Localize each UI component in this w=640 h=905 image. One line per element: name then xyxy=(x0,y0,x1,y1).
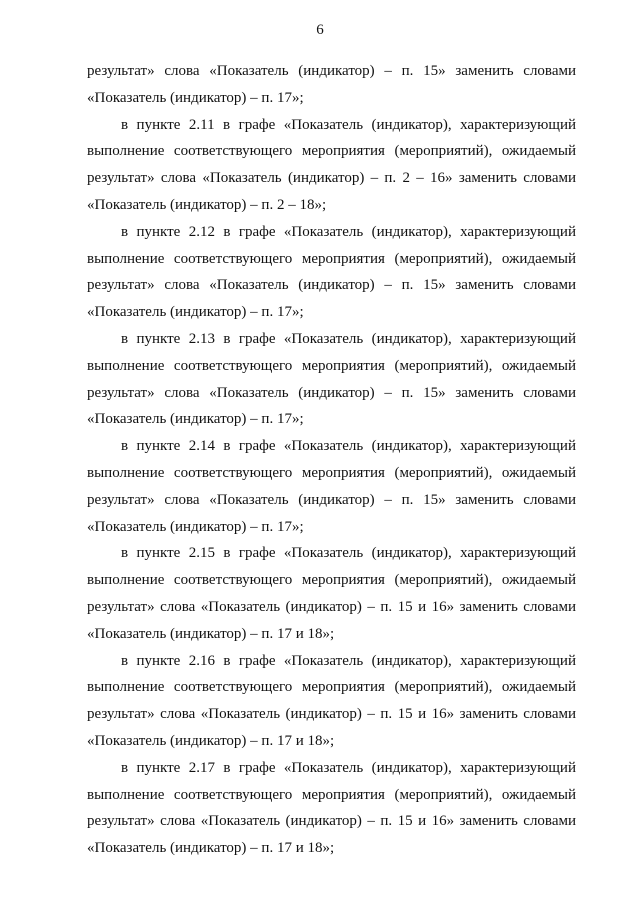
text-line: в пункте 2.15 в графе «Показатель (индикатор), характеризующий xyxy=(121,545,576,562)
paragraph xyxy=(87,326,576,433)
text-line: выполнение соответствующего мероприятия (мероприятий), ожидаемый xyxy=(87,143,576,160)
text-line: в пункте 2.16 в графе «Показатель (индикатор), характеризующий xyxy=(121,652,576,669)
text-line: «Показатель (индикатор) – п. 2 – 18»; xyxy=(87,196,327,213)
paragraph xyxy=(87,540,576,647)
paragraph xyxy=(87,58,576,112)
document-body xyxy=(87,58,576,862)
text-line: результат» слова «Показатель (индикатор) – п. 15» заменить словами xyxy=(87,491,576,508)
text-line: «Показатель (индикатор) – п. 17»; xyxy=(87,304,304,321)
text-line: в пункте 2.11 в графе «Показатель (индикатор), характеризующий xyxy=(121,116,576,133)
paragraph xyxy=(87,433,576,540)
text-line: результат» слова «Показатель (индикатор) – п. 15 и 16» заменить словами xyxy=(87,706,576,723)
text-line: «Показатель (индикатор) – п. 17 и 18»; xyxy=(87,840,335,857)
text-line: «Показатель (индикатор) – п. 17»; xyxy=(87,411,304,428)
paragraph xyxy=(87,219,576,326)
text-line: выполнение соответствующего мероприятия (мероприятий), ожидаемый xyxy=(87,572,576,589)
text-line: выполнение соответствующего мероприятия (мероприятий), ожидаемый xyxy=(87,679,576,696)
text-line: в пункте 2.13 в графе «Показатель (индикатор), характеризующий xyxy=(121,330,576,347)
text-line: в пункте 2.17 в графе «Показатель (индикатор), характеризующий xyxy=(121,759,576,776)
text-line: «Показатель (индикатор) – п. 17»; xyxy=(87,89,304,106)
text-line: выполнение соответствующего мероприятия (мероприятий), ожидаемый xyxy=(87,464,576,481)
text-line: в пункте 2.12 в графе «Показатель (индикатор), характеризующий xyxy=(121,223,576,240)
paragraph xyxy=(87,755,576,862)
text-line: в пункте 2.14 в графе «Показатель (индикатор), характеризующий xyxy=(121,438,576,455)
text-line: «Показатель (индикатор) – п. 17 и 18»; xyxy=(87,732,335,749)
text-line: выполнение соответствующего мероприятия (мероприятий), ожидаемый xyxy=(87,357,576,374)
text-line: результат» слова «Показатель (индикатор) – п. 15» заменить словами xyxy=(87,277,576,294)
text-line: результат» слова «Показатель (индикатор) – п. 2 – 16» заменить словами xyxy=(87,170,576,187)
text-line: результат» слова «Показатель (индикатор) – п. 15 и 16» заменить словами xyxy=(87,598,576,615)
text-line: выполнение соответствующего мероприятия (мероприятий), ожидаемый xyxy=(87,786,576,803)
page-number: 6 xyxy=(316,22,324,38)
text-line: результат» слова «Показатель (индикатор) – п. 15» заменить словами xyxy=(87,63,576,79)
text-line: выполнение соответствующего мероприятия (мероприятий), ожидаемый xyxy=(87,250,576,267)
text-line: результат» слова «Показатель (индикатор) – п. 15» заменить словами xyxy=(87,384,576,401)
text-line: «Показатель (индикатор) – п. 17 и 18»; xyxy=(87,625,335,642)
paragraph xyxy=(87,648,576,755)
paragraph xyxy=(87,112,576,219)
text-line: «Показатель (индикатор) – п. 17»; xyxy=(87,518,304,535)
text-line: результат» слова «Показатель (индикатор) – п. 15 и 16» заменить словами xyxy=(87,813,576,830)
